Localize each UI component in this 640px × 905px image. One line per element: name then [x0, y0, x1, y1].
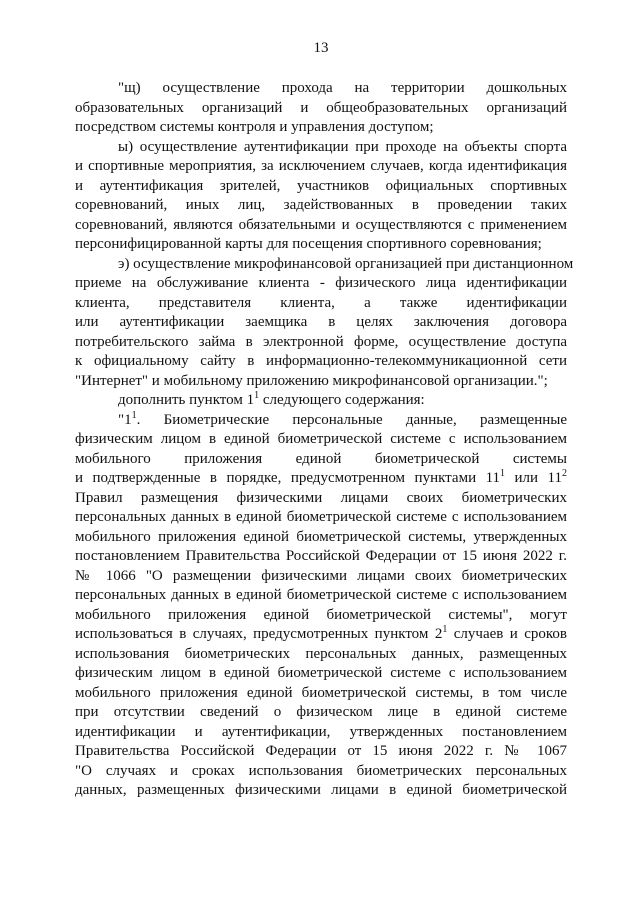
text-line: и спортивные мероприятия, за исключением случаев, когда идентификация — [75, 158, 567, 174]
document-page — [75, 38, 574, 801]
text-line: физическим лицом в единой биометрической системе с использованием — [75, 665, 567, 681]
text-line: использования биометрических персональных данных, размещенных — [75, 645, 567, 662]
text-line: "щ) осуществление прохода на территории дошкольных — [118, 80, 567, 96]
text-line: к официальному сайту в информационно-телекоммуникационной сети — [75, 353, 567, 369]
text-line: "$1^1$. Биометрические персональные данные, размещенные — [118, 409, 567, 428]
text-line: "О случаях и сроках использования биометрических персональных — [75, 762, 567, 779]
text-line: постановлением Правительства Российской Федерации от 15 июня 2022 г. — [75, 548, 567, 564]
text-line: персональных данных в единой биометрической системе с использованием — [75, 587, 567, 603]
text-line: мобильного приложения единой биометрической системы, в том числе — [75, 684, 567, 701]
text-line: персональных данных в единой биометрической системе с использованием — [75, 509, 567, 525]
text-line: мобильного приложения единой биометрической системы, утвержденных — [75, 528, 567, 545]
text-line: идентификации и аутентификации, утвержденных постановлением — [75, 723, 567, 740]
text-line: при отсутствии сведений о физическом лице в единой системе — [75, 704, 567, 720]
text-line: клиента, представителя клиента, а также идентификации — [75, 294, 567, 311]
text-line: приеме на обслуживание клиента - физического лица идентификации — [75, 275, 567, 291]
text-line: э) осуществление микрофинансовой организацией при дистанционном — [118, 255, 574, 272]
text-line: ы) осуществление аутентификации при проходе на объекты спорта — [118, 138, 567, 155]
text-line: потребительского займа в электронной форме, осуществление доступа — [75, 333, 567, 350]
text-line: № 1066 "О размещении физическими лицами своих биометрических — [75, 567, 567, 584]
text-line: посредством системы контроля и управления доступом; — [75, 119, 434, 135]
document-body — [75, 79, 574, 801]
text-line: персонифицированной карты для посещения спортивного соревнования; — [75, 236, 542, 252]
text-line: и подтвержденные в порядке, предусмотренном пунктами $11^1$ или $11^2$ — [75, 468, 567, 486]
page-number: 13 — [313, 40, 329, 56]
text-line: образовательных организаций и общеобразовательных организаций — [75, 99, 567, 116]
text-line: физическим лицом в единой биометрической системе с использованием — [75, 431, 567, 447]
text-line: или аутентификации заемщика в целях заключения договора — [75, 314, 567, 330]
text-line: Правительства Российской Федерации от 15 июня 2022 г. № 1067 — [75, 743, 567, 759]
text-line: данных, размещенных физическими лицами в единой биометрической — [75, 782, 567, 798]
text-line: "Интернет" и мобильному приложению микрофинансовой организации."; — [75, 372, 548, 389]
text-line: Правил размещения физическими лицами своих биометрических — [75, 489, 567, 506]
text-line: и аутентификация зрителей, участников официальных спортивных — [75, 177, 567, 194]
text-line: соревнований, иных лиц, задействованных в проведении таких — [75, 197, 567, 213]
text-line: мобильного приложения единой биометрической системы — [75, 450, 567, 467]
text-line: мобильного приложения единой биометрической системы", могут — [75, 606, 567, 623]
text-line: использоваться в случаях, предусмотренных пунктом $2^1$ случаев и сроков — [75, 624, 567, 642]
text-line: соревнований, являются обязательными и осуществляются с применением — [75, 216, 567, 233]
text-line: дополнить пунктом $1^1$ следующего содержания: — [118, 390, 425, 408]
